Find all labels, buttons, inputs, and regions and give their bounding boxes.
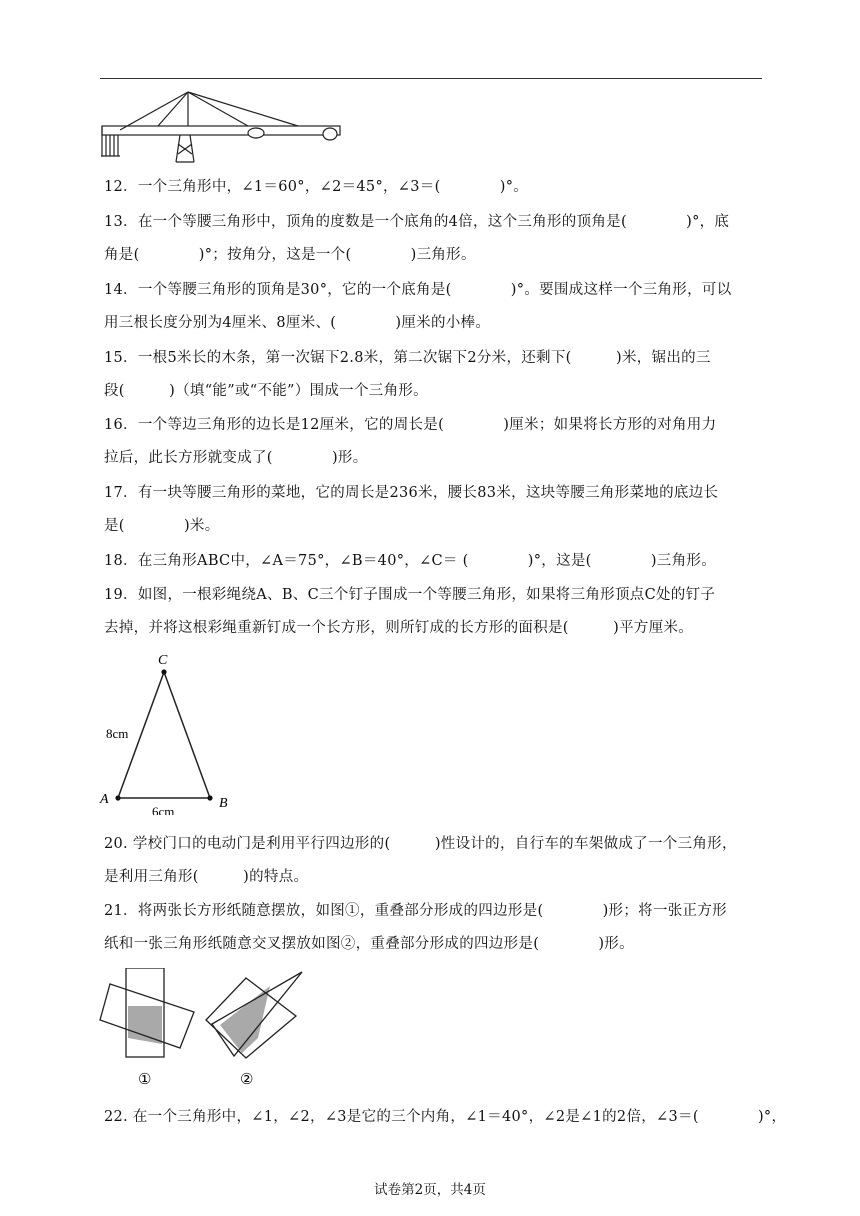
question-line: 用三根长度分别为4厘米、8厘米、( )厘米的小棒。 xyxy=(104,315,491,331)
question-line: 21．将两张长方形纸随意摆放，如图①，重叠部分形成的四边形是( )形；将一张正方形 xyxy=(104,903,727,919)
question-line: 去掉，并将这根彩绳重新钉成一个长方形，则所钉成的长方形的面积是( )平方厘米。 xyxy=(104,620,694,636)
question-12 xyxy=(104,171,764,204)
question-16 xyxy=(104,409,764,475)
side-length-label: 8cm xyxy=(106,726,129,741)
question-line: 18．在三角形ABC中，∠A＝75°，∠B＝40°，∠C＝ ( )°，这是( )三角形。 xyxy=(104,553,716,569)
vertex-b-label: B xyxy=(219,796,228,811)
header-rule xyxy=(100,78,762,79)
overlap-figure xyxy=(96,968,316,1090)
question-line: 16．一个等边三角形的边长是12厘米，它的周长是( )厘米；如果将长方形的对角用力 xyxy=(104,417,717,433)
question-20 xyxy=(104,828,764,894)
question-line: 19．如图，一根彩绳绕A、B、C三个钉子围成一个等腰三角形，如果将三角形顶点C处的钉子 xyxy=(104,587,716,603)
question-21 xyxy=(104,895,764,961)
question-line: 22. 在一个三角形中，∠1，∠2，∠3是它的三个内角，∠1＝40°，∠2是∠1的2倍，∠3＝( )°， xyxy=(104,1109,787,1125)
question-line: 17．有一块等腰三角形的菜地，它的周长是236米，腰长83米，这块等腰三角形菜地的底边长 xyxy=(104,485,719,501)
question-line: 14．一个等腰三角形的顶角是30°，它的一个底角是( )°。要围成这样一个三角形，可以 xyxy=(104,282,732,298)
figure-2-label: ② xyxy=(240,1072,254,1088)
question-line: 是利用三角形( )的特点。 xyxy=(104,869,309,885)
page-footer: 试卷第2页，共4页 xyxy=(374,1182,486,1198)
figure-1-label: ① xyxy=(138,1072,152,1088)
question-13 xyxy=(104,206,764,272)
question-line: 段( )（填“能”或“不能”）围成一个三角形。 xyxy=(104,383,428,399)
question-18 xyxy=(104,545,764,578)
question-line: 12．一个三角形中，∠1＝60°，∠2＝45°，∠3＝( )°。 xyxy=(104,179,529,195)
question-14 xyxy=(104,274,764,340)
triangle-figure xyxy=(96,650,246,815)
question-15 xyxy=(104,342,764,408)
question-line: 纸和一张三角形纸随意交叉摆放如图②，重叠部分形成的四边形是( )形。 xyxy=(104,936,634,952)
question-line: 是( )米。 xyxy=(104,518,220,534)
question-17 xyxy=(104,477,764,543)
question-line: 15．一根5米长的木条，第一次锯下2.8米，第二次锯下2分米，还剩下( )米，锯出的三 xyxy=(104,350,711,366)
question-19 xyxy=(104,579,764,645)
crane-figure xyxy=(98,88,348,166)
question-line: 20. 学校门口的电动门是利用平行四边形的( )性设计的，自行车的车架做成了一个三角形， xyxy=(104,836,737,852)
question-line: 拉后，此长方形就变成了( )形。 xyxy=(104,450,368,466)
question-line: 角是( )°；按角分，这是一个( )三角形。 xyxy=(104,247,476,263)
vertex-a-label: A xyxy=(100,792,109,807)
base-length-label: 6cm xyxy=(152,804,175,815)
vertex-c-label: C xyxy=(158,653,168,668)
question-line: 13．在一个等腰三角形中，顶角的度数是一个底角的4倍，这个三角形的顶角是( )°，底 xyxy=(104,214,730,230)
question-22 xyxy=(104,1101,787,1134)
